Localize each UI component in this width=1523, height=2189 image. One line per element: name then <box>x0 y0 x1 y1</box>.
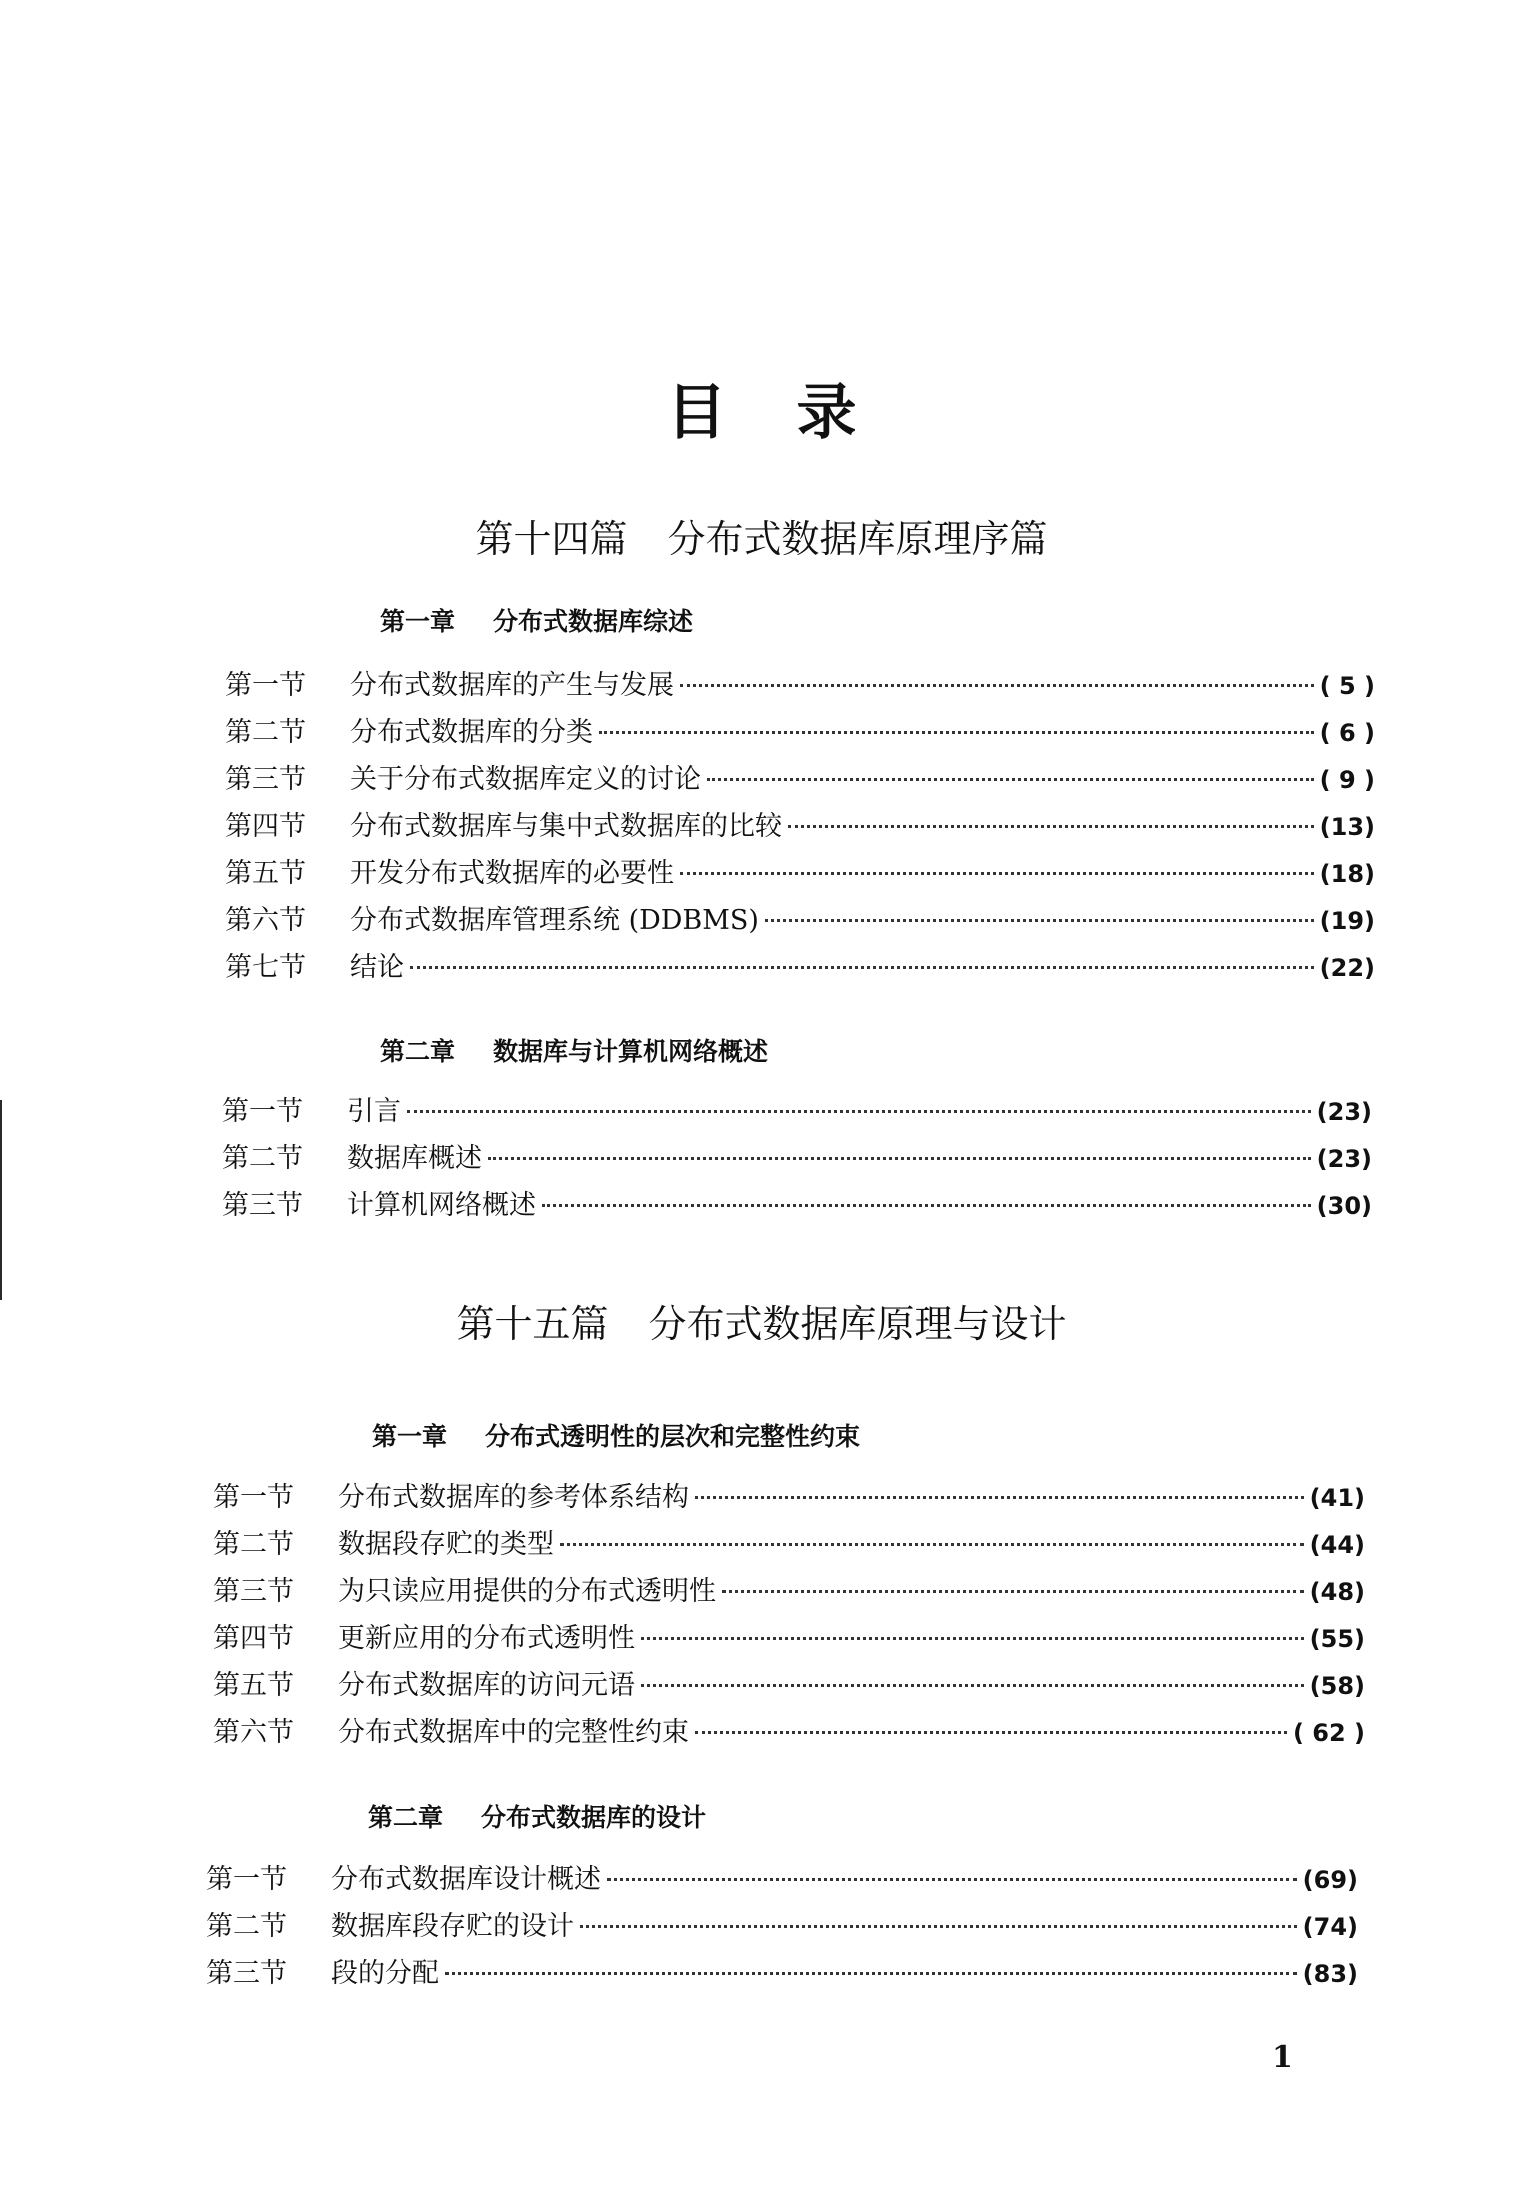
chapter-title: 数据库与计算机网络概述 <box>493 1037 769 1066</box>
page-ref: ( 5 ) <box>1319 672 1375 700</box>
page-ref: (18) <box>1319 860 1375 888</box>
section-number: 第一节 <box>213 1482 294 1513</box>
toc-entry[interactable] <box>225 903 1375 939</box>
chapter-number: 第二章 <box>368 1803 444 1832</box>
section-title: 关于分布式数据库定义的讨论 <box>350 764 701 795</box>
section-number: 第一节 <box>225 670 306 701</box>
section-title: 为只读应用提供的分布式透明性 <box>338 1576 716 1607</box>
section-title: 计算机网络概述 <box>347 1190 536 1221</box>
toc-entry[interactable] <box>206 1862 1358 1898</box>
page-ref: (69) <box>1302 1866 1358 1894</box>
toc-entry[interactable] <box>213 1527 1365 1563</box>
part-heading <box>0 517 1523 561</box>
toc-entry[interactable] <box>225 715 1375 751</box>
section-number: 第七节 <box>225 952 306 983</box>
page-ref: ( 6 ) <box>1319 719 1375 747</box>
toc-entry[interactable] <box>213 1715 1365 1751</box>
section-title: 分布式数据库的产生与发展 <box>350 670 674 701</box>
chapter-heading <box>372 1422 860 1452</box>
dot-leader <box>722 1590 1304 1593</box>
section-title: 引言 <box>347 1096 401 1127</box>
page-ref: (58) <box>1309 1672 1365 1700</box>
section-title: 分布式数据库的分类 <box>350 717 593 748</box>
page-ref: ( 9 ) <box>1319 766 1375 794</box>
page-ref: (41) <box>1309 1484 1365 1512</box>
section-title: 数据段存贮的类型 <box>338 1529 554 1560</box>
section-number: 第二节 <box>206 1911 287 1942</box>
dot-leader <box>695 1731 1287 1734</box>
page-ref: ( 62 ) <box>1292 1719 1365 1747</box>
toc-entry[interactable] <box>213 1574 1365 1610</box>
section-number: 第一节 <box>206 1864 287 1895</box>
dot-leader <box>560 1543 1304 1546</box>
toc-entry[interactable] <box>213 1668 1365 1704</box>
chapter-number: 第二章 <box>380 1037 456 1066</box>
chapter-title: 分布式透明性的层次和完整性约束 <box>485 1422 861 1451</box>
toc-entry[interactable] <box>222 1094 1372 1130</box>
page-title: 目录 <box>666 378 927 448</box>
toc-entry[interactable] <box>222 1188 1372 1224</box>
section-title: 分布式数据库的参考体系结构 <box>338 1482 689 1513</box>
page-ref: (44) <box>1309 1531 1365 1559</box>
page-ref: (13) <box>1319 813 1375 841</box>
section-title: 分布式数据库与集中式数据库的比较 <box>350 811 782 842</box>
section-number: 第六节 <box>225 905 306 936</box>
toc-entry[interactable] <box>213 1480 1365 1516</box>
dot-leader <box>695 1496 1304 1499</box>
section-number: 第二节 <box>222 1143 303 1174</box>
page-ref: (83) <box>1302 1960 1358 1988</box>
dot-leader <box>410 966 1314 969</box>
page-ref: (19) <box>1319 907 1375 935</box>
section-number: 第二节 <box>225 717 306 748</box>
chapter-number: 第一章 <box>380 607 456 636</box>
chapter-title: 分布式数据库的设计 <box>481 1803 707 1832</box>
section-title: 分布式数据库中的完整性约束 <box>338 1717 689 1748</box>
page-ref: (22) <box>1319 954 1375 982</box>
section-number: 第四节 <box>225 811 306 842</box>
toc-entry[interactable] <box>206 1909 1358 1945</box>
dot-leader <box>707 778 1314 781</box>
page-ref: (23) <box>1316 1098 1372 1126</box>
part-number: 第十五篇 <box>456 1302 609 1346</box>
part-number: 第十四篇 <box>475 517 628 561</box>
chapter-number: 第一章 <box>372 1422 448 1451</box>
scan-edge-mark <box>0 1100 2 1300</box>
dot-leader <box>488 1157 1311 1160</box>
page-ref: (48) <box>1309 1578 1365 1606</box>
chapter-heading <box>368 1803 706 1833</box>
section-number: 第五节 <box>213 1670 294 1701</box>
dot-leader <box>599 731 1314 734</box>
page-ref: (23) <box>1316 1145 1372 1173</box>
section-title: 结论 <box>350 952 404 983</box>
part-title: 分布式数据库原理序篇 <box>667 517 1048 561</box>
toc-entry[interactable] <box>225 668 1375 704</box>
section-title: 数据库概述 <box>347 1143 482 1174</box>
section-number: 第三节 <box>213 1576 294 1607</box>
chapter-heading <box>380 1037 768 1067</box>
section-number: 第三节 <box>206 1958 287 1989</box>
part-title: 分布式数据库原理与设计 <box>648 1302 1067 1346</box>
section-number: 第五节 <box>225 858 306 889</box>
chapter-heading <box>380 607 693 637</box>
section-number: 第三节 <box>222 1190 303 1221</box>
section-title: 分布式数据库设计概述 <box>331 1864 601 1895</box>
dot-leader <box>641 1684 1304 1687</box>
section-number: 第六节 <box>213 1717 294 1748</box>
toc-entry[interactable] <box>222 1141 1372 1177</box>
section-number: 第二节 <box>213 1529 294 1560</box>
part-heading <box>0 1302 1523 1346</box>
dot-leader <box>680 684 1314 687</box>
toc-entry[interactable] <box>225 950 1375 986</box>
dot-leader <box>445 1972 1297 1975</box>
page-ref: (74) <box>1302 1913 1358 1941</box>
dot-leader <box>580 1925 1297 1928</box>
page-ref: (30) <box>1316 1192 1372 1220</box>
dot-leader <box>680 872 1314 875</box>
dot-leader <box>641 1637 1304 1640</box>
section-title: 数据库段存贮的设计 <box>331 1911 574 1942</box>
dot-leader <box>407 1110 1311 1113</box>
toc-entry[interactable] <box>225 762 1375 798</box>
dot-leader <box>765 919 1314 922</box>
toc-entry[interactable] <box>206 1956 1358 1992</box>
toc-entry[interactable] <box>225 809 1375 845</box>
chapter-title: 分布式数据库综述 <box>493 607 694 636</box>
page-number: 1 <box>1272 2040 1293 2075</box>
section-title: 分布式数据库管理系统 (DDBMS) <box>350 905 759 936</box>
toc-entry[interactable] <box>225 856 1375 892</box>
section-number: 第四节 <box>213 1623 294 1654</box>
section-number: 第一节 <box>222 1096 303 1127</box>
section-title: 开发分布式数据库的必要性 <box>350 858 674 889</box>
section-number: 第三节 <box>225 764 306 795</box>
dot-leader <box>788 825 1314 828</box>
section-title: 更新应用的分布式透明性 <box>338 1623 635 1654</box>
toc-entry[interactable] <box>213 1621 1365 1657</box>
page-ref: (55) <box>1309 1625 1365 1653</box>
section-title: 分布式数据库的访问元语 <box>338 1670 635 1701</box>
dot-leader <box>607 1878 1297 1881</box>
section-title: 段的分配 <box>331 1958 439 1989</box>
dot-leader <box>542 1204 1311 1207</box>
